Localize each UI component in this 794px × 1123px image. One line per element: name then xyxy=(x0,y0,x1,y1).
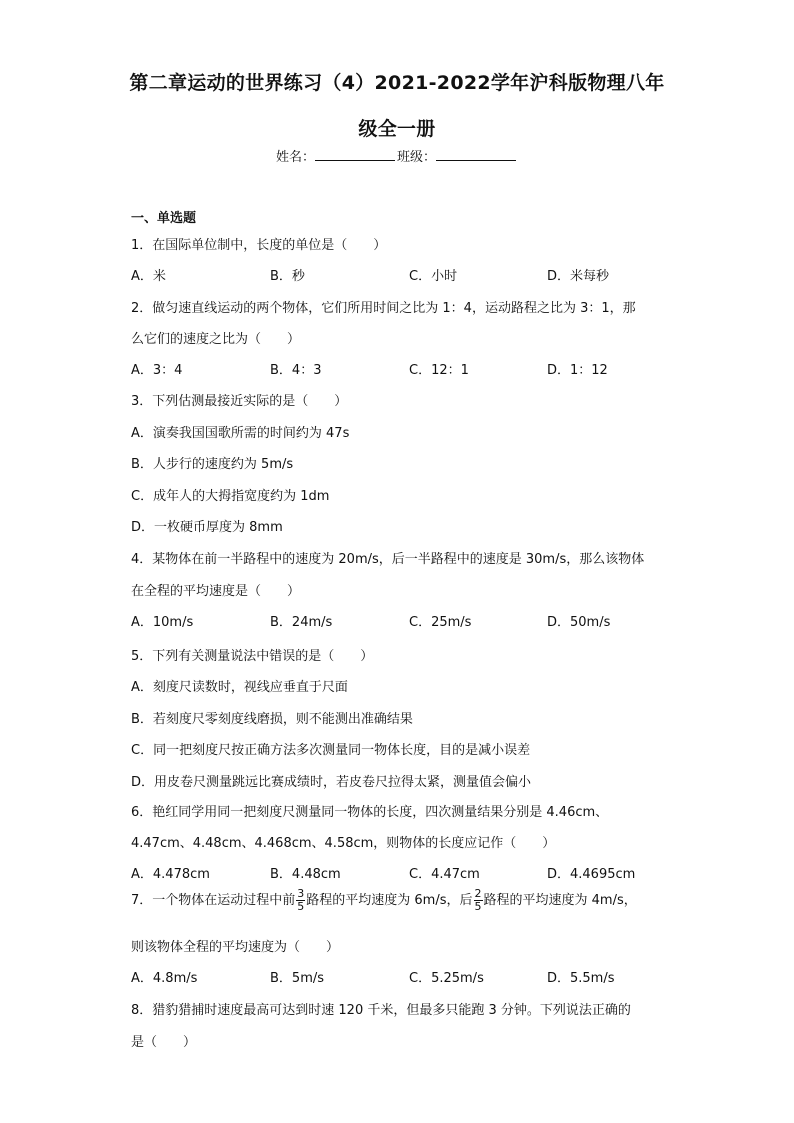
q1-option-d: D．米每秒 xyxy=(547,269,610,284)
q7-stem-part-b: 路程的平均速度为 6m/s，后 xyxy=(306,893,473,908)
q6-option-b: B．4.48cm xyxy=(270,867,341,882)
q6-option-d: D．4.4695cm xyxy=(547,867,636,882)
q7-stem-line1 xyxy=(131,888,637,913)
q3-option-d: D．一枚硬币厚度为 8mm xyxy=(131,520,283,535)
q2-option-d: D．1：12 xyxy=(547,363,608,378)
q1-option-b: B．秒 xyxy=(270,269,305,284)
q8-stem-line2: 是（ ） xyxy=(131,1035,197,1050)
section-heading: 一、单选题 xyxy=(131,211,197,226)
fraction-two-fifths: $\frac{2}{5}$ xyxy=(474,887,482,913)
q4-option-a: A．10m/s xyxy=(131,615,194,630)
q3-option-b: B．人步行的速度约为 5m/s xyxy=(131,457,294,472)
worksheet-title-line2: 级全一册 xyxy=(358,118,436,140)
q2-stem-line2: 么它们的速度之比为（ ） xyxy=(131,332,301,347)
q6-stem-line2: 4.47cm、4.48cm、4.468cm、4.58cm，则物体的长度应记作（ ） xyxy=(131,836,556,851)
class-label: 班级： xyxy=(397,150,437,165)
q1-stem: 1．在国际单位制中，长度的单位是（ ） xyxy=(131,238,387,253)
q3-stem: 3．下列估测最接近实际的是（ ） xyxy=(131,394,348,409)
q4-option-b: B．24m/s xyxy=(270,615,333,630)
q7-option-c: C．5.25m/s xyxy=(409,971,484,986)
class-blank[interactable] xyxy=(436,148,516,161)
q8-stem-line1: 8．猎豹猎捕时速度最高可达到时速 120 千米，但最多只能跑 3 分钟。下列说法正确的 xyxy=(131,1003,631,1018)
q5-stem: 5．下列有关测量说法中错误的是（ ） xyxy=(131,649,374,664)
q7-stem-line2: 则该物体全程的平均速度为（ ） xyxy=(131,940,340,955)
q4-stem-line1: 4．某物体在前一半路程中的速度为 20m/s，后一半路程中的速度是 30m/s，那么该物体 xyxy=(131,552,645,567)
q3-option-c: C．成年人的大拇指宽度约为 1dm xyxy=(131,489,330,504)
q7-stem-part-a: 7．一个物体在运动过程中前 xyxy=(131,893,296,908)
q6-option-c: C．4.47cm xyxy=(409,867,480,882)
q3-option-a: A．演奏我国国歌所需的时间约为 47s xyxy=(131,426,350,441)
fraction-three-fifths: $\frac{3}{5}$ xyxy=(297,887,305,913)
q4-option-d: D．50m/s xyxy=(547,615,611,630)
q2-option-c: C．12：1 xyxy=(409,363,469,378)
q7-option-b: B．5m/s xyxy=(270,971,325,986)
q5-option-d: D．用皮卷尺测量跳远比赛成绩时，若皮卷尺拉得太紧，测量值会偏小 xyxy=(131,775,532,790)
q4-stem-line2: 在全程的平均速度是（ ） xyxy=(131,584,301,599)
name-blank[interactable] xyxy=(315,148,395,161)
name-class-line xyxy=(0,146,794,165)
q6-stem-line1: 6．艳红同学用同一把刻度尺测量同一物体的长度，四次测量结果分别是 4.46cm、 xyxy=(131,805,609,820)
q2-stem-line1: 2．做匀速直线运动的两个物体，它们所用时间之比为 1：4，运动路程之比为 3：1，那 xyxy=(131,301,636,316)
q7-stem-part-c: 路程的平均速度为 4m/s， xyxy=(483,893,637,908)
q1-option-a: A．米 xyxy=(131,269,166,284)
worksheet-title-line1: 第二章运动的世界练习（4）2021-2022学年沪科版物理八年 xyxy=(129,72,665,94)
q2-option-b: B．4：3 xyxy=(270,363,322,378)
q6-option-a: A．4.478cm xyxy=(131,867,210,882)
q4-option-c: C．25m/s xyxy=(409,615,472,630)
q7-option-d: D．5.5m/s xyxy=(547,971,615,986)
name-label: 姓名： xyxy=(275,150,315,165)
q5-option-c: C．同一把刻度尺按正确方法多次测量同一物体长度，目的是减小误差 xyxy=(131,743,531,758)
q1-option-c: C．小时 xyxy=(409,269,458,284)
q5-option-b: B．若刻度尺零刻度线磨损，则不能测出准确结果 xyxy=(131,712,413,727)
q7-option-a: A．4.8m/s xyxy=(131,971,198,986)
q2-option-a: A．3：4 xyxy=(131,363,183,378)
q5-option-a: A．刻度尺读数时，视线应垂直于尺面 xyxy=(131,680,348,695)
